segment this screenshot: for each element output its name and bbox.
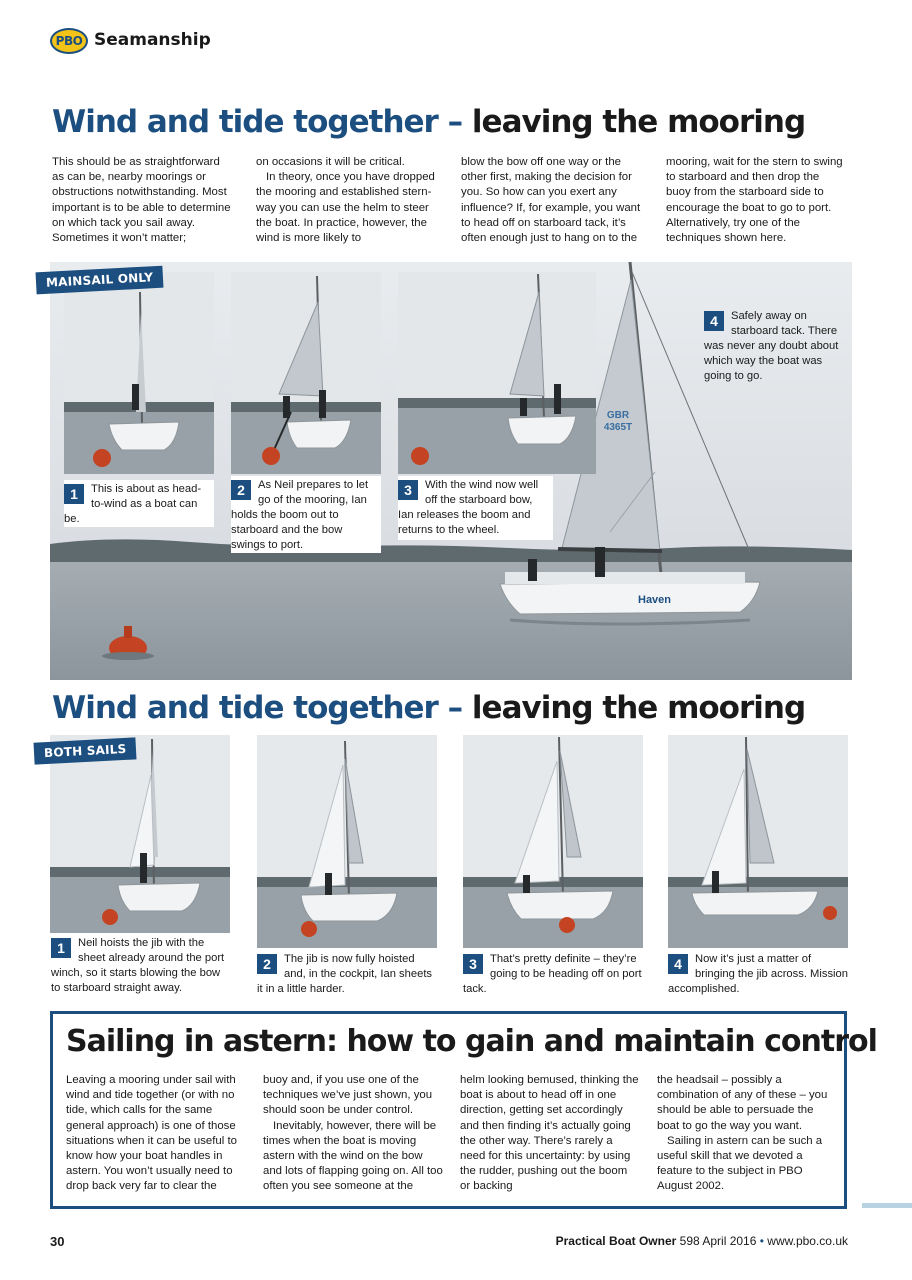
magazine-name: Practical Boat Owner [555,1234,677,1248]
photo-mainsail-3 [398,272,596,474]
caption-text: As Neil prepares to let go of the mooring, Ian holds the boom out to starboard and the bow swings to port. [231,479,369,551]
paragraph: Sailing in astern can be such a useful skill that we devoted a feature to the subject in PBO August 2002. [657,1134,823,1193]
sail-number: GBR 4365T [603,410,633,433]
step-number: 1 [51,938,71,958]
article1-headline [52,104,805,140]
article1-column-4 [666,155,846,246]
caption-mainsail-2 [231,476,381,553]
paragraph: on occasions it will be critical. [256,156,405,168]
paragraph: This should be as straightforward as can be, nearby moorings or obstructions notwithstanding. Most important is to be able to determine on which tack you sail away. Sometimes it won’t matter; [52,156,231,245]
caption-mainsail-3 [398,476,553,540]
step-number: 1 [64,484,84,504]
step-number: 4 [668,954,688,974]
decorative-side-bar [862,1203,912,1208]
caption-bothsails-1 [51,936,233,996]
paragraph: buoy and, if you use one of the techniques we’ve just shown, you should soon be under control. [263,1074,433,1117]
caption-text: That’s pretty definite – they’re going to be heading off on port tack. [463,953,642,995]
footer-bullet: • [759,1234,764,1248]
panel-title: Sailing in astern: how to gain and maintain control [66,1024,877,1059]
paragraph: blow the bow off one way or the other first, making the decision for you. So how can you exert any influence? If, for example, you want to head off on starboard tack, it’s often enough just to hang on to the [461,156,641,245]
panel-column-4 [657,1073,837,1195]
caption-bothsails-4 [668,952,848,997]
article2-headline-blue: Wind and tide together – [52,690,463,726]
photo-bothsails-4 [668,735,848,948]
step-number: 4 [704,311,724,331]
paragraph: In theory, once you have dropped the mooring and established stern-way you can use the helm to steer the boat. In practice, however, the wind is more likely to [256,171,435,245]
page-number: 30 [50,1234,65,1249]
photo-mainsail-2-image [231,272,381,474]
article1-headline-blue: Wind and tide together – [52,104,463,140]
caption-mainsail-1 [64,480,214,527]
caption-text: With the wind now well off the starboard bow, Ian releases the boom and returns to the wheel. [398,479,539,536]
photo-bothsails-4-image [668,735,848,948]
panel-column-1 [66,1073,246,1195]
article1-column-2 [256,155,436,246]
photo-mainsail-2 [231,272,381,474]
paragraph: Leaving a mooring under sail with wind and tide together (or with no tide, which calls for the same general approach) is one of those situations when it can be useful to know how your boat handles in astern. You won’t usually need to drop back very far to clear the [66,1074,237,1193]
article2-headline-dark: leaving the mooring [471,690,806,726]
photo-bothsails-2 [257,735,437,948]
issue-info: 598 April 2016 [679,1234,757,1248]
step-number: 3 [463,954,483,974]
photo-mainsail-3-image [398,272,596,474]
caption-text: This is about as head-to-wind as a boat can be. [64,483,202,525]
paragraph: mooring, wait for the stern to swing to starboard and then drop the buoy from the starboard side to encourage the boat to go to port. Alternatively, try one of the techniques shown here. [666,156,843,245]
paragraph: the headsail – possibly a combination of any of these – you should be able to persuade the boat to go the way you want. [657,1074,828,1132]
step-number: 2 [257,954,277,974]
caption-text: The jib is now fully hoisted and, in the cockpit, Ian sheets it in a little harder. [257,953,433,995]
article1-headline-dark: leaving the mooring [471,104,806,140]
step-number: 2 [231,480,251,500]
caption-bothsails-2 [257,952,437,997]
caption-bothsails-3 [463,952,643,997]
photo-mainsail-1 [64,272,214,474]
section-title: Seamanship [94,30,211,50]
article1-column-1 [52,155,232,246]
website-link[interactable]: www.pbo.co.uk [767,1234,848,1248]
caption-mainsail-4 [704,305,844,388]
paragraph: helm looking bemused, thinking the boat is about to head off in one direction, getting set accordingly and then finding it’s actually going the other way. There’s rarely a need for this uncertainty: by using the rudder, pushing out the boom or backing [460,1074,639,1193]
step-number: 3 [398,480,418,500]
photo-bothsails-1 [50,735,230,933]
caption-text: Neil hoists the jib with the sheet already around the port winch, so it starts blowing the bow to starboard straight away. [51,937,225,994]
photo-mainsail-1-image [64,272,214,474]
panel-column-3 [460,1073,640,1195]
hull-name: Haven [638,594,672,606]
photo-bothsails-1-image [50,735,230,933]
footer-credit [556,1234,848,1248]
photo-bothsails-3-image [463,735,643,948]
paragraph: Inevitably, however, there will be times when the boat is moving astern with the wind on the bow and lots of flapping going on. All too often you see someone at the [263,1119,443,1193]
article1-column-3 [461,155,641,246]
tag-both-sails: BOTH SAILS [33,737,136,764]
caption-text: Safely away on starboard tack. There was never any doubt about which way the boat was going to go. [704,310,839,382]
panel-column-2 [263,1073,443,1195]
pbo-logo: PBO [50,28,88,54]
caption-text: Now it’s just a matter of bringing the jib across. Mission accomplished. [668,953,848,995]
photo-bothsails-3 [463,735,643,948]
photo-bothsails-2-image [257,735,437,948]
article2-headline [52,690,805,726]
tag-mainsail-only: MAINSAIL ONLY [36,266,164,295]
